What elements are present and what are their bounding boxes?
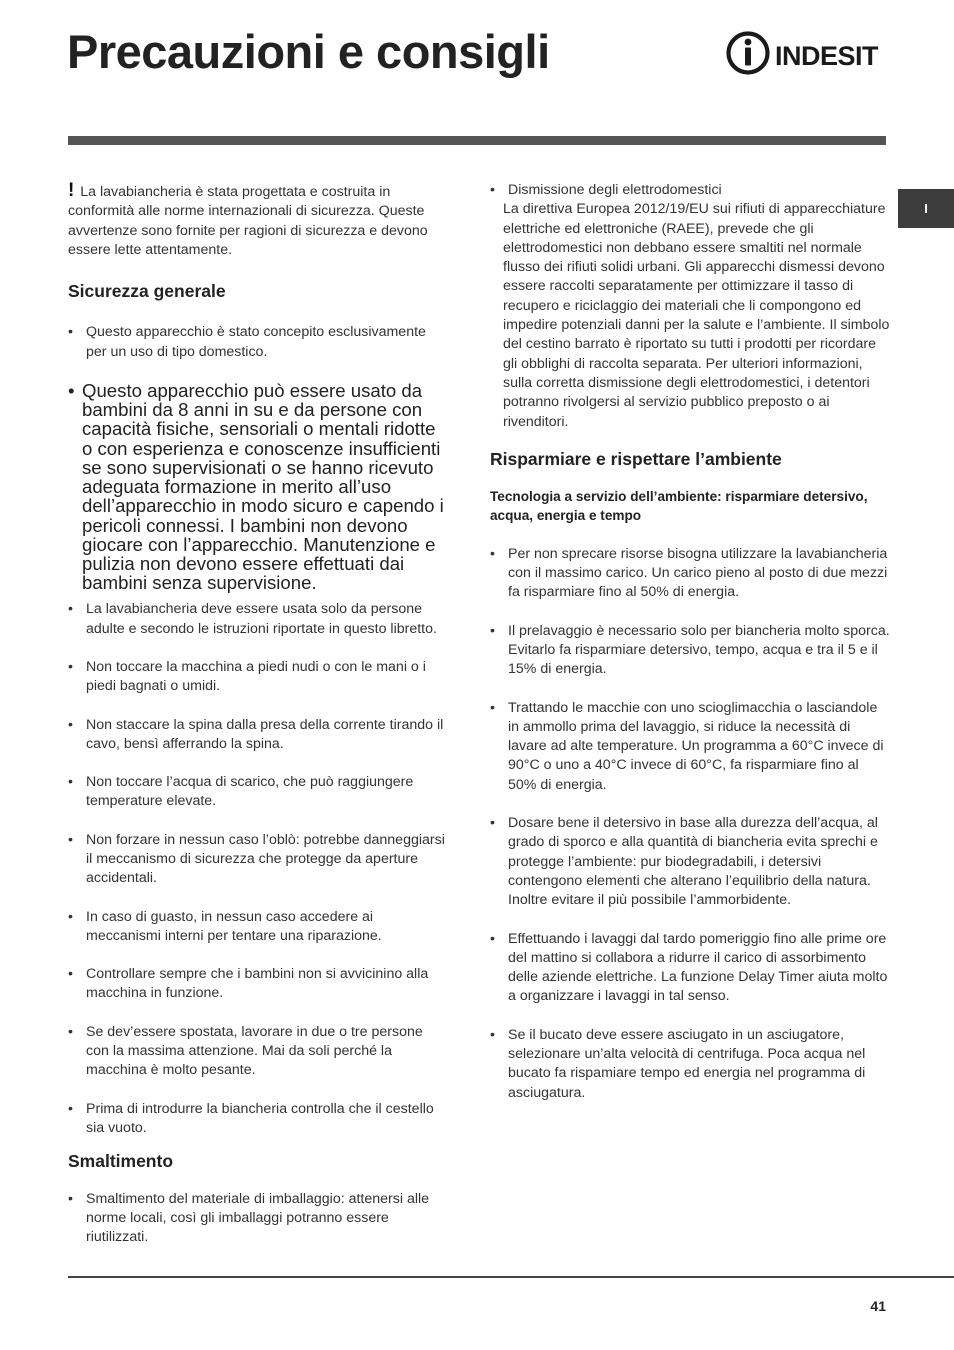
list-item: • Se il bucato deve essere asciugato in un asciugatore, selezionare un’alta velocità di centrifuga. Poca acqua nel bucato fa rispamiare tempo ed energia nel programma di asciugatura. [490, 1026, 866, 1101]
appliance-disposal-title: Dismissione degli elettrodomestici [508, 182, 722, 198]
intro-paragraph [68, 181, 448, 260]
list-item: • In caso di guasto, in nessun caso accedere ai meccanismi interni per tentare una riparazione. [68, 908, 382, 944]
list-item: • Non toccare l’acqua di scarico, che può raggiungere temperature elevate. [68, 774, 414, 810]
environment-heading: Risparmiare e rispettare l’ambiente [490, 448, 782, 469]
list-item: • Per non sprecare risorse bisogna utilizzare la lavabiancheria con il massimo carico. Un carico pieno al posto di due mezzi fa risparmiare fino al 50% di energia. [490, 545, 888, 601]
list-item: • Dismissione degli elettrodomestici [490, 181, 890, 200]
brand-wordmark: INDESIT [775, 41, 879, 71]
list-item: • Effettuando i lavaggi dal tardo pomeriggio fino alle prime ore del mattino si collabora a ridurre il carico di assorbimento delle aziende elettriche. La funzione Delay Timer aiuta molto a organizzare i lavaggi in tal senso. [490, 930, 888, 1005]
list-item: • Il prelavaggio è necessario solo per biancheria molto sporca. Evitarlo fa risparmiare detersivo, tempo, acqua e tra il 5 e il 15% di energia. [490, 622, 890, 678]
warning-mark: ! [68, 180, 75, 201]
list-item: • Non forzare in nessun caso l’oblò: potrebbe danneggiarsi il meccanismo di sicurezza che protegge da aperture accidentali. [68, 831, 445, 887]
list-item: • Questo apparecchio è stato concepito esclusivamente per un uso di tipo domestico. [68, 324, 426, 360]
safety-heading: Sicurezza generale [68, 281, 226, 302]
list-item: • Se dev’essere spostata, lavorare in due o tre persone con la massima attenzione. Mai da soli perché la macchina è molto pesante. [68, 1023, 423, 1079]
language-tab [898, 189, 954, 228]
list-item: • Non toccare la macchina a piedi nudi o con le mani o i piedi bagnati o umidi. [68, 658, 426, 695]
list-item: • Dosare bene il detersivo in base alla durezza dell’acqua, al grado di sporco e alla quantità di biancheria evita sprechi e protegge l’ambiente: pur biodegradabili, i detersivi contengono elementi che alterano l’equilibrio della natura. Inoltre evitare il più possibile l’ammorbidente. [490, 815, 878, 909]
language-tab-label: I [924, 201, 928, 216]
intro-text: La lavabiancheria è stata progettata e costruita in conformità alle norme internazionali di sicurezza. Queste avvertenze sono fornite per ragioni di sicurezza e devono essere lette attentamente. [68, 184, 428, 258]
header-rule [68, 136, 886, 145]
environment-subheading: Tecnologia a servizio dell’ambiente: risparmiare detersivo, acqua, energia e tempo [490, 489, 868, 524]
page-title: Precauzioni e consigli [67, 25, 550, 78]
list-item: • Non staccare la spina dalla presa della corrente tirando il cavo, bensì afferrando la spina. [68, 716, 444, 752]
list-item: • La lavabiancheria deve essere usata solo da persone adulte e secondo le istruzioni riportate in questo libretto. [68, 601, 437, 637]
indesit-logo [725, 30, 887, 76]
page-number: 41 [870, 1298, 886, 1314]
left-column [68, 181, 448, 1247]
list-item: • Trattando le macchie con uno scioglimacchia o lasciandole in ammollo prima del lavaggio, si riduce la necessità di lavare ad alte temperature. Un programma a 60°C invece di 90°C o uno a 40°C invece di 60°C, fa risparmiare fino al 50% di energia. [490, 699, 884, 793]
highlight-list-item: • Questo apparecchio può essere usato da bambini da 8 anni in su e da persone con capacità fisiche, sensoriali o mentali ridotte o con esperienza e conoscenze insufficienti se sono supervisionati o se hanno ricevuto adeguata formazione in merito all’uso dell’apparecchio in modo sicuro e capendo i pericoli connessi. I bambini non devono giocare con l’apparecchio. Manutenzione e pulizia non devono essere effettuati dai bambini senza supervisione. [68, 380, 444, 594]
footer-rule [68, 1276, 954, 1278]
disposal-heading: Smaltimento [68, 1151, 174, 1172]
right-column [490, 181, 890, 1103]
list-item: • Controllare sempre che i bambini non si avvicinino alla macchina in funzione. [68, 966, 429, 1002]
list-item: • Smaltimento del materiale di imballaggio: attenersi alle norme locali, così gli imballaggi potranno essere riutilizzati. [68, 1190, 430, 1246]
list-item: • Prima di introdurre la biancheria controlla che il cestello sia vuoto. [68, 1100, 434, 1136]
appliance-disposal-text: La direttiva Europea 2012/19/EU sui rifiuti di apparecchiature elettriche ed elettroniche (RAEE), prevede che gli elettrodomestici non debbano essere smaltiti nel normale flusso dei rifiuti solidi urbani. Gli apparecchi dismessi devono essere raccolti separatamente per ottimizzare il tasso di recupero e riciclaggio dei materiali che li compongono ed impedire potenziali danni per la salute e l’ambiente. Il simbolo del cestino barrato è riportato su tutti i prodotti per ricordare gli obblighi di raccolta separata. Per ulteriori informazioni, sulla corretta dismissione degli elettrodomestici, i detentori potranno rivolgersi al servizio pubblico preposto o ai rivenditori. [503, 201, 890, 430]
